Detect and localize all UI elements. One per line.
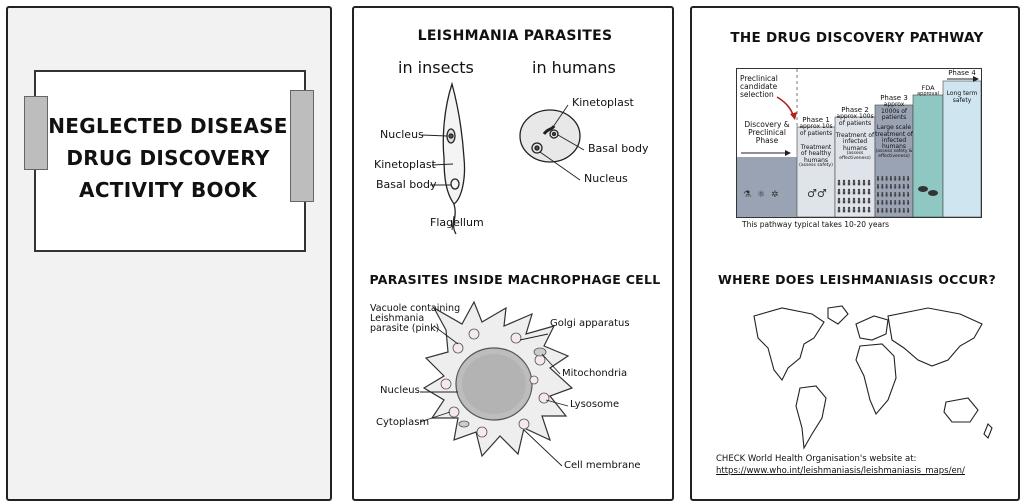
phase2-label: Phase 2 [841,106,869,114]
cover-title-line-2: DRUG DISCOVERY [66,146,270,170]
map-south-america [796,386,826,448]
insects-heading: in insects [398,58,474,77]
label-mitochondria: Mitochondria [562,368,628,379]
human-label-basal-body: Basal body [588,142,649,155]
phase4-desc: Long term safety [946,90,978,104]
svg-text:♂♂: ♂♂ [807,187,827,200]
preclinical-l3: selection [740,90,774,99]
map-australia [944,398,978,422]
pathway-caption: This pathway typical takes 10-20 years [742,220,890,229]
map-nz [984,424,992,438]
label-cell-membrane: Cell membrane [564,460,641,471]
cover-title-line-1: NEGLECTED DISEASE [48,114,288,138]
map-greenland [828,306,848,324]
pathway-title: THE DRUG DISCOVERY PATHWAY [730,30,984,46]
discovery-l1: Discovery & [744,120,790,129]
pathway-page [690,6,1020,501]
insect-label-flagellum: Flagellum [430,216,484,229]
world-map [692,8,1020,501]
svg-text:✲: ✲ [771,190,779,200]
phase1-desc: Treatment of healthy humans [800,143,832,164]
phase2-desc: Treatment of infected humans [835,131,875,152]
fda-sub: approval [917,90,939,97]
phase3-label: Phase 3 [880,94,908,102]
discovery-l2: Preclinical [748,128,786,137]
phase1-count: approx 10s of patients [799,123,833,137]
human-label-kinetoplast: Kinetoplast [572,96,634,109]
preclinical-l2: candidate [740,82,778,91]
label-golgi: Golgi apparatus [550,318,630,329]
human-label-nucleus: Nucleus [584,172,628,185]
map-asia [888,308,982,366]
label-cytoplasm: Cytoplasm [376,417,430,428]
phase3-desc: Large scale treatment of infected humans [875,124,913,151]
macrophage-title: PARASITES INSIDE MACHROPHAGE CELL [369,272,661,287]
who-check-text: CHECK World Health Organisation's website at: [716,454,917,464]
cover-page [6,6,332,501]
preclinical-l1: Preclinical [740,74,778,83]
map-north-america [754,308,824,380]
cover-title-line-3: ACTIVITY BOOK [79,178,257,202]
fda-label: FDA [921,84,935,92]
insect-label-kinetoplast: Kinetoplast [374,158,436,171]
label-vacuole-l1: Vacuole containing [370,303,461,314]
map-europe [856,316,888,340]
map-africa [856,344,896,414]
parasites-page [352,6,674,501]
svg-text:⚗: ⚗ [743,190,752,200]
phase2-note: (assess effectiveness) [839,150,871,161]
who-link[interactable]: https://www.who.int/leishmaniasis/leishmaniasis_maps/en/ [716,466,965,476]
insect-label-basal-body: Basal body [376,178,437,191]
phase2-count: approx 100s of patients [836,113,874,127]
occurrence-title: WHERE DOES LEISHMANIASIS OCCUR? [717,272,997,287]
phase1-note: (assess safety) [799,162,833,168]
phase4-label: Phase 4 [948,69,976,77]
label-lysosome: Lysosome [570,399,620,410]
svg-text:⚛: ⚛ [757,190,766,200]
phase3-count: approx 1000s of patients [880,101,908,121]
label-vacuole-l2: Leishmania [370,313,425,324]
label-nucleus: Nucleus [380,385,420,396]
phase1-label: Phase 1 [802,116,830,124]
insect-label-nucleus: Nucleus [380,128,424,141]
parasites-title: LEISHMANIA PARASITES [417,28,613,44]
cover-title [34,110,302,206]
phase3-note: (assess safety & effectiveness) [875,149,913,160]
humans-heading: in humans [532,58,616,77]
label-vacuole-l3: parasite (pink) [370,323,440,334]
label-vacuole [370,304,460,334]
discovery-l3: Phase [755,136,779,145]
